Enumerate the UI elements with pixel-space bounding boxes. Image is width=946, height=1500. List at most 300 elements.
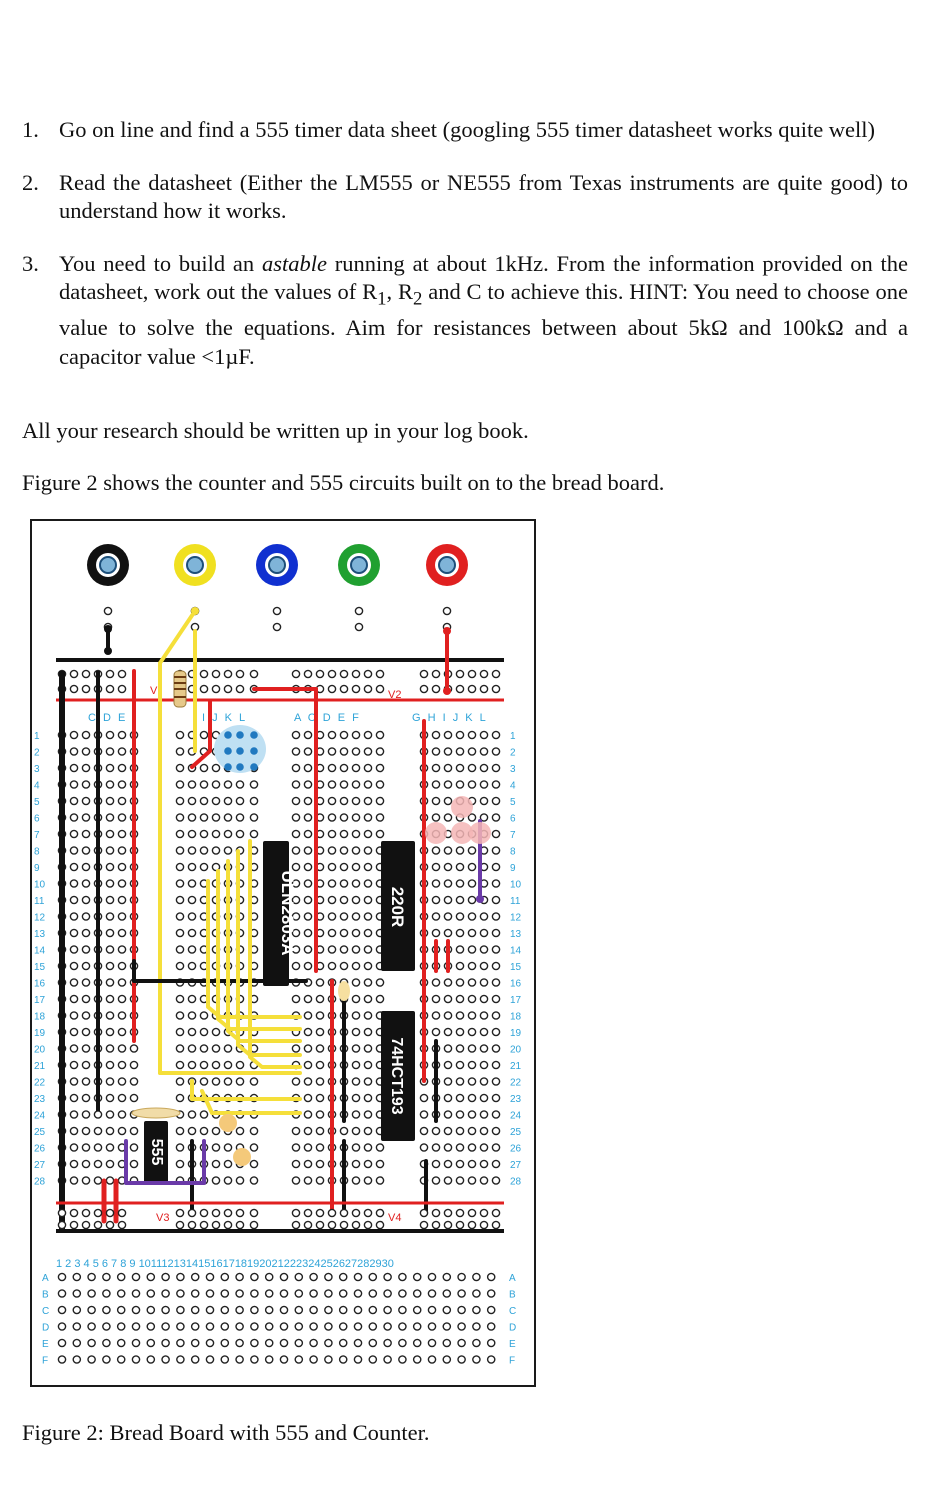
breadboard-hole xyxy=(492,764,499,771)
breadboard-hole xyxy=(364,863,371,870)
breadboard-hole xyxy=(130,1094,137,1101)
breadboard-hole xyxy=(304,1028,311,1035)
breadboard-hole xyxy=(328,1209,335,1216)
breadboard-hole xyxy=(352,1078,359,1085)
row-number-right: 2 xyxy=(510,747,516,759)
breadboard-hole xyxy=(106,748,113,755)
breadboard-hole xyxy=(295,1273,302,1280)
step-text-emphasis: astable xyxy=(261,250,327,276)
breadboard-hole xyxy=(118,1209,125,1216)
highlighted-hole xyxy=(250,763,258,771)
breadboard-hole xyxy=(236,814,243,821)
breadboard-hole xyxy=(130,1127,137,1134)
breadboard-hole xyxy=(352,1221,359,1228)
breadboard-hole xyxy=(88,1290,95,1297)
step-text-a: You need to build an xyxy=(59,250,262,276)
breadboard-hole xyxy=(384,1323,391,1330)
breadboard-hole xyxy=(443,607,450,614)
breadboard-hole xyxy=(130,1061,137,1068)
breadboard-hole xyxy=(304,847,311,854)
breadboard-hole xyxy=(364,1012,371,1019)
step-text: Go on line and find a 555 timer data sheet (googling 555 timer datasheet works quite well) xyxy=(59,117,876,142)
row-number-left: 21 xyxy=(34,1061,46,1072)
breadboard-hole xyxy=(480,764,487,771)
breadboard-hole xyxy=(488,1306,495,1313)
breadboard-hole xyxy=(468,1144,475,1151)
breadboard-hole xyxy=(82,1012,89,1019)
breadboard-hole xyxy=(492,830,499,837)
breadboard-hole xyxy=(384,1356,391,1363)
breadboard-hole xyxy=(177,1339,184,1346)
breadboard-hole xyxy=(444,1094,451,1101)
breadboard-hole xyxy=(292,995,299,1002)
breadboard-hole xyxy=(118,1012,125,1019)
wire-end xyxy=(191,607,199,615)
breadboard-hole xyxy=(58,1221,65,1228)
breadboard-hole xyxy=(82,1221,89,1228)
row-number-right: 17 xyxy=(510,995,522,1006)
breadboard-hole xyxy=(456,1094,463,1101)
breadboard-hole xyxy=(200,1045,207,1052)
breadboard-hole xyxy=(103,1290,110,1297)
breadboard-hole xyxy=(376,995,383,1002)
breadboard-hole xyxy=(70,946,77,953)
breadboard-hole xyxy=(106,929,113,936)
breadboard-hole xyxy=(432,863,439,870)
breadboard-hole xyxy=(106,781,113,788)
jumper-wire xyxy=(192,1081,300,1099)
breadboard-hole xyxy=(82,1094,89,1101)
breadboard-hole xyxy=(88,1356,95,1363)
breadboard-hole xyxy=(94,1111,101,1118)
breadboard-hole xyxy=(188,1028,195,1035)
breadboard-hole xyxy=(492,1177,499,1184)
breadboard-hole xyxy=(106,896,113,903)
breadboard-hole xyxy=(250,781,257,788)
row-number-left: 25 xyxy=(34,1127,46,1138)
breadboard-hole xyxy=(118,1094,125,1101)
row-number-right: 21 xyxy=(510,1061,522,1072)
breadboard-hole xyxy=(70,913,77,920)
step-2 xyxy=(22,169,908,226)
breadboard-hole xyxy=(177,1323,184,1330)
row-number-left: 23 xyxy=(34,1094,46,1105)
breadboard-hole xyxy=(352,1144,359,1151)
breadboard-hole xyxy=(292,1045,299,1052)
row-number-right: 3 xyxy=(510,764,516,775)
breadboard-hole xyxy=(468,896,475,903)
breadboard-diagram xyxy=(32,521,534,1385)
bottom-row-letter-left: B xyxy=(42,1289,49,1301)
breadboard-hole xyxy=(414,1323,421,1330)
breadboard-hole xyxy=(70,1061,77,1068)
breadboard-hole xyxy=(456,781,463,788)
breadboard-hole xyxy=(212,685,219,692)
breadboard-hole xyxy=(468,995,475,1002)
breadboard-hole xyxy=(70,814,77,821)
breadboard-hole xyxy=(480,1078,487,1085)
breadboard-hole xyxy=(188,847,195,854)
breadboard-hole xyxy=(250,670,257,677)
row-number-right: 10 xyxy=(510,879,522,891)
row-number-left: 16 xyxy=(34,978,46,990)
row-number-right: 6 xyxy=(510,813,516,825)
breadboard-hole xyxy=(444,863,451,870)
breadboard-hole xyxy=(292,1209,299,1216)
breadboard-hole xyxy=(352,1045,359,1052)
highlighted-hole xyxy=(224,763,232,771)
breadboard-hole xyxy=(480,781,487,788)
breadboard-hole xyxy=(224,1177,231,1184)
breadboard-hole xyxy=(492,781,499,788)
breadboard-hole xyxy=(468,685,475,692)
breadboard-hole xyxy=(355,623,362,630)
wire-end xyxy=(443,627,451,635)
breadboard-hole xyxy=(250,1127,257,1134)
breadboard-hole xyxy=(432,847,439,854)
breadboard-hole xyxy=(236,797,243,804)
breadboard-hole xyxy=(420,670,427,677)
breadboard-hole xyxy=(364,847,371,854)
breadboard-hole xyxy=(206,1356,213,1363)
breadboard-hole xyxy=(340,847,347,854)
breadboard-hole xyxy=(295,1339,302,1346)
highlighted-hole xyxy=(236,747,244,755)
breadboard-hole xyxy=(118,1356,125,1363)
instruction-list xyxy=(22,116,908,395)
breadboard-hole xyxy=(492,962,499,969)
led-component xyxy=(469,822,491,844)
breadboard-hole xyxy=(70,670,77,677)
breadboard-hole xyxy=(352,781,359,788)
breadboard-hole xyxy=(364,1160,371,1167)
breadboard-hole xyxy=(132,1306,139,1313)
row-number-right: 18 xyxy=(510,1011,522,1023)
breadboard-hole xyxy=(369,1306,376,1313)
breadboard-hole xyxy=(492,670,499,677)
breadboard-hole xyxy=(236,830,243,837)
wire-end xyxy=(443,687,451,695)
breadboard-hole xyxy=(82,962,89,969)
breadboard-hole xyxy=(364,962,371,969)
breadboard-hole xyxy=(468,946,475,953)
breadboard-hole xyxy=(176,797,183,804)
breadboard-hole xyxy=(70,896,77,903)
breadboard-hole xyxy=(304,962,311,969)
step-text-c: , R xyxy=(386,279,413,304)
row-number-right: 13 xyxy=(510,929,522,940)
breadboard-hole xyxy=(118,946,125,953)
breadboard-hole xyxy=(176,1209,183,1216)
breadboard-hole xyxy=(328,929,335,936)
breadboard-hole xyxy=(106,1045,113,1052)
breadboard-hole xyxy=(364,995,371,1002)
breadboard-hole xyxy=(340,1356,347,1363)
breadboard-hole xyxy=(292,764,299,771)
row-number-left: 22 xyxy=(34,1077,46,1089)
breadboard-hole xyxy=(328,797,335,804)
breadboard-hole xyxy=(200,1028,207,1035)
breadboard-hole xyxy=(212,1221,219,1228)
breadboard-hole xyxy=(236,1323,243,1330)
breadboard-hole xyxy=(444,1221,451,1228)
row-number-right: 24 xyxy=(510,1110,522,1122)
rail-label-v1: V xyxy=(150,685,158,697)
breadboard-hole xyxy=(340,1306,347,1313)
breadboard-hole xyxy=(200,670,207,677)
row-number-left: 12 xyxy=(34,912,46,924)
row-number-left: 24 xyxy=(34,1110,46,1122)
breadboard-hole xyxy=(106,1144,113,1151)
breadboard-hole xyxy=(364,946,371,953)
breadboard-hole xyxy=(118,1306,125,1313)
breadboard-hole xyxy=(206,1273,213,1280)
row-number-left: 5 xyxy=(34,797,40,808)
breadboard-hole xyxy=(106,1160,113,1167)
breadboard-hole xyxy=(70,979,77,986)
row-number-left: 4 xyxy=(34,780,40,792)
breadboard-hole xyxy=(340,764,347,771)
row-number-left: 7 xyxy=(34,830,40,841)
breadboard-hole xyxy=(492,1160,499,1167)
breadboard-hole xyxy=(458,1339,465,1346)
breadboard-hole xyxy=(364,797,371,804)
breadboard-hole xyxy=(480,1045,487,1052)
breadboard-hole xyxy=(188,1221,195,1228)
breadboard-hole xyxy=(94,1144,101,1151)
breadboard-hole xyxy=(212,1127,219,1134)
breadboard-hole xyxy=(82,913,89,920)
step-number: 2. xyxy=(22,169,39,195)
step-1 xyxy=(22,116,908,145)
breadboard-hole xyxy=(352,946,359,953)
breadboard-hole xyxy=(456,685,463,692)
breadboard-hole xyxy=(325,1339,332,1346)
capacitor-component xyxy=(338,981,350,1001)
breadboard-hole xyxy=(118,979,125,986)
breadboard-hole xyxy=(364,1028,371,1035)
breadboard-hole xyxy=(364,781,371,788)
led-component xyxy=(451,796,473,818)
breadboard-hole xyxy=(192,1339,199,1346)
breadboard-hole xyxy=(444,847,451,854)
breadboard-hole xyxy=(480,946,487,953)
breadboard-hole xyxy=(106,670,113,677)
row-number-left: 3 xyxy=(34,764,40,775)
breadboard-hole xyxy=(292,962,299,969)
breadboard-hole xyxy=(118,880,125,887)
breadboard-hole xyxy=(82,748,89,755)
breadboard-hole xyxy=(432,1028,439,1035)
breadboard-hole xyxy=(432,929,439,936)
breadboard-hole xyxy=(376,685,383,692)
row-number-left: 1 xyxy=(34,731,40,742)
breadboard-hole xyxy=(376,731,383,738)
breadboard-hole xyxy=(200,814,207,821)
breadboard-hole xyxy=(443,1339,450,1346)
breadboard-hole xyxy=(176,863,183,870)
breadboard-hole xyxy=(328,764,335,771)
breadboard-hole xyxy=(162,1290,169,1297)
breadboard-hole xyxy=(414,1356,421,1363)
column-letters-right: G H I J K L xyxy=(412,712,488,724)
breadboard-hole xyxy=(266,1273,273,1280)
row-number-right: 11 xyxy=(510,896,521,907)
breadboard-hole xyxy=(468,1160,475,1167)
breadboard-hole xyxy=(316,995,323,1002)
breadboard-hole xyxy=(480,962,487,969)
breadboard-hole xyxy=(192,1306,199,1313)
row-number-right: 16 xyxy=(510,978,522,990)
breadboard-hole xyxy=(106,1078,113,1085)
breadboard-hole xyxy=(456,1144,463,1151)
breadboard-hole xyxy=(340,781,347,788)
breadboard-hole xyxy=(456,748,463,755)
breadboard-hole xyxy=(420,1209,427,1216)
terminal-core xyxy=(187,557,203,573)
breadboard-hole xyxy=(212,1144,219,1151)
breadboard-hole xyxy=(399,1306,406,1313)
breadboard-hole xyxy=(369,1356,376,1363)
breadboard-hole xyxy=(236,1061,243,1068)
breadboard-hole xyxy=(444,1160,451,1167)
breadboard-hole xyxy=(340,1209,347,1216)
breadboard-hole xyxy=(192,1356,199,1363)
breadboard-hole xyxy=(325,1356,332,1363)
breadboard-hole xyxy=(176,1144,183,1151)
breadboard-hole xyxy=(132,1323,139,1330)
breadboard-hole xyxy=(82,1078,89,1085)
breadboard-hole xyxy=(352,670,359,677)
breadboard-hole xyxy=(106,847,113,854)
breadboard-hole xyxy=(118,1273,125,1280)
breadboard-hole xyxy=(480,1209,487,1216)
breadboard-hole xyxy=(118,1339,125,1346)
breadboard-hole xyxy=(304,995,311,1002)
breadboard-hole xyxy=(428,1290,435,1297)
breadboard-hole xyxy=(304,1012,311,1019)
breadboard-hole xyxy=(118,847,125,854)
breadboard-hole xyxy=(188,1209,195,1216)
breadboard-hole xyxy=(456,1045,463,1052)
breadboard-hole xyxy=(316,1209,323,1216)
row-number-left: 20 xyxy=(34,1044,46,1056)
breadboard-hole xyxy=(468,847,475,854)
breadboard-hole xyxy=(88,1339,95,1346)
breadboard-hole xyxy=(106,830,113,837)
breadboard-hole xyxy=(177,1356,184,1363)
chip-label-220r: 220R xyxy=(388,886,407,928)
breadboard-hole xyxy=(456,1177,463,1184)
breadboard-hole xyxy=(70,1160,77,1167)
bottom-row-letter-left: A xyxy=(42,1273,49,1284)
breadboard-hole xyxy=(212,847,219,854)
breadboard-hole xyxy=(251,1306,258,1313)
breadboard-hole xyxy=(468,1061,475,1068)
breadboard-hole xyxy=(364,685,371,692)
breadboard-hole xyxy=(428,1356,435,1363)
breadboard-hole xyxy=(364,814,371,821)
breadboard-hole xyxy=(354,1323,361,1330)
breadboard-hole xyxy=(106,685,113,692)
breadboard-hole xyxy=(188,1127,195,1134)
breadboard-hole xyxy=(468,1177,475,1184)
breadboard-hole xyxy=(364,1045,371,1052)
breadboard-hole xyxy=(224,685,231,692)
breadboard-hole xyxy=(364,1127,371,1134)
breadboard-hole xyxy=(147,1290,154,1297)
breadboard-hole xyxy=(224,1061,231,1068)
breadboard-hole xyxy=(82,1111,89,1118)
breadboard-hole xyxy=(147,1339,154,1346)
breadboard-hole xyxy=(88,1273,95,1280)
breadboard-hole xyxy=(316,1221,323,1228)
breadboard-hole xyxy=(328,781,335,788)
breadboard-hole xyxy=(340,913,347,920)
breadboard-hole xyxy=(328,863,335,870)
breadboard-hole xyxy=(118,863,125,870)
breadboard-hole xyxy=(70,863,77,870)
breadboard-hole xyxy=(212,1045,219,1052)
breadboard-hole xyxy=(212,670,219,677)
breadboard-hole xyxy=(176,1094,183,1101)
breadboard-hole xyxy=(328,814,335,821)
breadboard-hole xyxy=(456,670,463,677)
breadboard-hole xyxy=(70,1094,77,1101)
breadboard-hole xyxy=(118,995,125,1002)
breadboard-hole xyxy=(369,1290,376,1297)
breadboard-hole xyxy=(82,830,89,837)
breadboard-hole xyxy=(250,1221,257,1228)
breadboard-hole xyxy=(82,896,89,903)
breadboard-hole xyxy=(316,1061,323,1068)
breadboard-hole xyxy=(188,781,195,788)
breadboard-hole xyxy=(132,1339,139,1346)
breadboard-hole xyxy=(428,1306,435,1313)
breadboard-hole xyxy=(340,880,347,887)
breadboard-hole xyxy=(176,1028,183,1035)
terminal-core xyxy=(439,557,455,573)
breadboard-hole xyxy=(212,764,219,771)
breadboard-hole xyxy=(364,830,371,837)
breadboard-hole xyxy=(352,814,359,821)
breadboard-hole xyxy=(58,1356,65,1363)
breadboard-hole xyxy=(492,1045,499,1052)
breadboard-hole xyxy=(488,1273,495,1280)
breadboard-hole xyxy=(106,946,113,953)
breadboard-hole xyxy=(364,1078,371,1085)
breadboard-hole xyxy=(304,929,311,936)
breadboard-hole xyxy=(251,1339,258,1346)
breadboard-hole xyxy=(304,863,311,870)
breadboard-hole xyxy=(352,797,359,804)
breadboard-hole xyxy=(369,1339,376,1346)
breadboard-hole xyxy=(458,1323,465,1330)
breadboard-hole xyxy=(352,1111,359,1118)
breadboard-hole xyxy=(82,1028,89,1035)
breadboard-hole xyxy=(376,1209,383,1216)
breadboard-hole xyxy=(352,863,359,870)
breadboard-hole xyxy=(364,748,371,755)
breadboard-hole xyxy=(468,979,475,986)
rail-label-v3: V3 xyxy=(156,1212,170,1224)
chip-label-counter: 74HCT193 xyxy=(388,1037,405,1115)
breadboard-hole xyxy=(118,830,125,837)
breadboard-hole xyxy=(200,847,207,854)
breadboard-hole xyxy=(432,731,439,738)
breadboard-hole xyxy=(177,1306,184,1313)
breadboard-hole xyxy=(176,748,183,755)
